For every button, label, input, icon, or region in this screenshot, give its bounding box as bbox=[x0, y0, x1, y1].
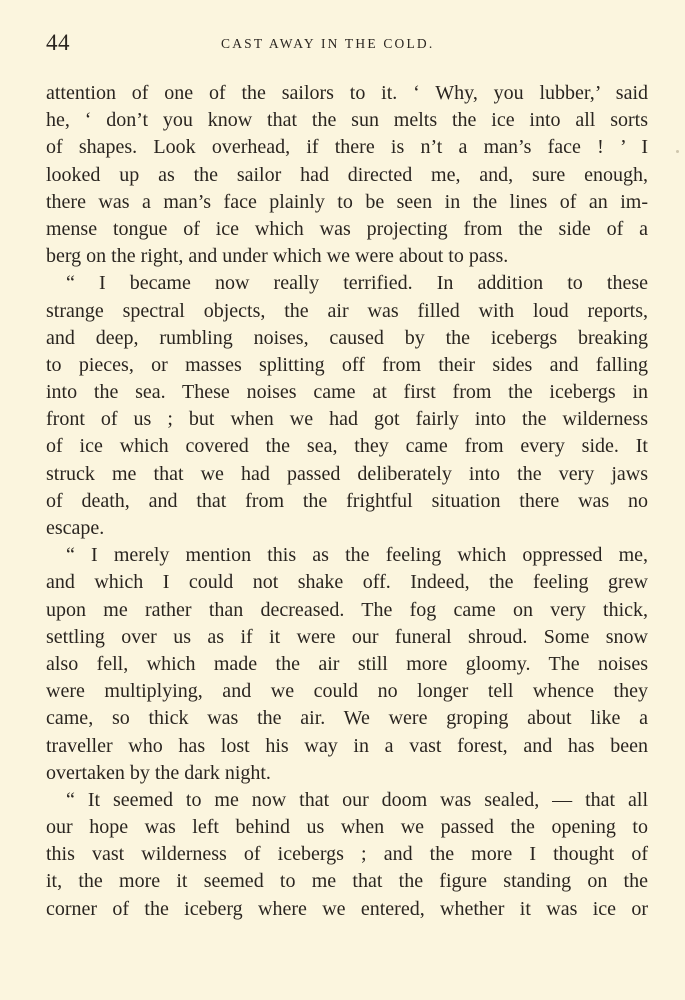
text-line: of death, and that from the frightful situation there was no bbox=[46, 489, 648, 512]
text-line: there was a man’s face plainly to be seen in the lines of an im- bbox=[46, 190, 648, 213]
text-line: and which I could not shake off. Indeed, the feeling grew bbox=[46, 571, 648, 594]
page-header bbox=[46, 30, 646, 60]
text-line: of shapes. Look overhead, if there is n’t a man’s face ! ’ I bbox=[46, 136, 648, 159]
paragraph-start-line: “ I merely mention this as the feeling which oppressed me, bbox=[66, 544, 648, 567]
text-line: settling over us as if it were our funeral shroud. Some snow bbox=[46, 625, 648, 648]
running-title: CAST AWAY IN THE COLD. bbox=[221, 36, 435, 51]
text-line: and deep, rumbling noises, caused by the icebergs breaking bbox=[46, 326, 648, 349]
text-line: escape. bbox=[46, 517, 105, 539]
paragraph-start-line: “ It seemed to me now that our doom was sealed, — that all bbox=[66, 788, 648, 811]
text-line: upon me rather than decreased. The fog came on very thick, bbox=[46, 598, 648, 621]
text-line: corner of the iceberg where we entered, whether it was ice or bbox=[46, 897, 648, 920]
text-line: were multiplying, and we could no longer tell whence they bbox=[46, 680, 648, 703]
paragraph-start-line: “ I became now really terrified. In addition to these bbox=[66, 272, 648, 295]
paper-speck bbox=[676, 150, 679, 153]
text-line: struck me that we had passed deliberately into the very jaws bbox=[46, 462, 648, 485]
text-line: of ice which covered the sea, they came from every side. It bbox=[46, 435, 648, 458]
text-line: also fell, which made the air still more gloomy. The noises bbox=[46, 652, 648, 675]
text-line: came, so thick was the air. We were groping about like a bbox=[46, 707, 648, 730]
text-line: into the sea. These noises came at first from the icebergs in bbox=[46, 381, 648, 404]
text-line: berg on the right, and under which we were about to pass. bbox=[46, 245, 509, 268]
text-line: front of us ; but when we had got fairly into the wilderness bbox=[46, 408, 648, 431]
text-line: strange spectral objects, the air was filled with loud reports, bbox=[46, 299, 648, 322]
text-line: attention of one of the sailors to it. ‘ Why, you lubber,’ said bbox=[46, 82, 648, 104]
text-line: this vast wilderness of icebergs ; and the more I thought of bbox=[46, 843, 648, 866]
page-number: 44 bbox=[46, 30, 70, 55]
text-line: overtaken by the dark night. bbox=[46, 761, 271, 784]
text-line: mense tongue of ice which was projecting from the side of a bbox=[46, 217, 648, 240]
text-line: looked up as the sailor had directed me, and, sure enough, bbox=[46, 163, 648, 186]
text-line: to pieces, or masses splitting off from their sides and falling bbox=[46, 353, 648, 376]
text-line: he, ‘ don’t you know that the sun melts the ice into all sorts bbox=[46, 109, 648, 132]
text-line: it, the more it seemed to me that the figure standing on the bbox=[46, 870, 648, 893]
text-line: our hope was left behind us when we passed the opening to bbox=[46, 816, 648, 839]
text-line: traveller who has lost his way in a vast forest, and has been bbox=[46, 734, 648, 757]
body-text bbox=[46, 80, 648, 923]
